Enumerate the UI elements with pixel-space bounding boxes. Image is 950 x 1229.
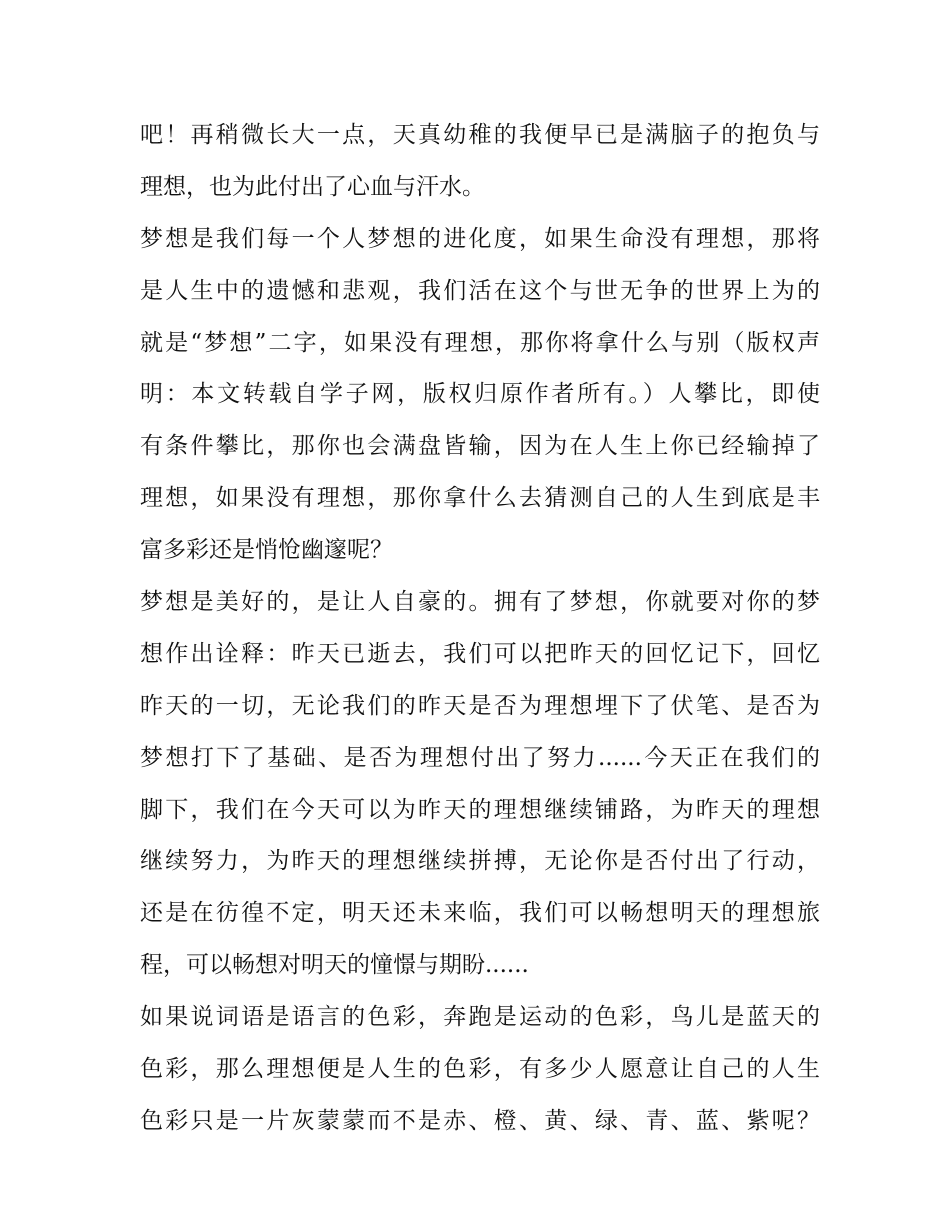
text-line: 吧！再稍微长大一点，天真幼稚的我便早已是满脑子的抱负与: [140, 122, 820, 148]
text-line: 色彩，那么理想便是人生的色彩，有多少人愿意让自己的人生: [140, 1056, 820, 1083]
article-body: [140, 110, 820, 1148]
text-line: 理想，也为此付出了心血与汗水。: [140, 173, 485, 200]
text-line: 昨天的一切，无论我们的昨天是否为理想埋下了伏笔、是否为: [140, 692, 820, 719]
text-line: 就是“梦想”二字，如果没有理想，那你将拿什么与别（版权声: [140, 329, 820, 356]
text-line: 富多彩还是悄怆幽邃呢？: [140, 537, 393, 564]
text-line: 是人生中的遗憾和悲观，我们活在这个与世无争的世界上为的: [140, 277, 820, 304]
text-line: 有条件攀比，那你也会满盘皆输，因为在人生上你已经输掉了: [140, 433, 820, 460]
text-line: 色彩只是一片灰蒙蒙而不是赤、橙、黄、绿、青、蓝、紫呢？: [140, 1107, 820, 1134]
text-line: 理想，如果没有理想，那你拿什么去猜测自己的人生到底是丰: [140, 485, 820, 512]
text-line: 继续努力，为昨天的理想继续拼搏，无论你是否付出了行动，: [140, 848, 820, 875]
text-line: 还是在彷徨不定，明天还未来临，我们可以畅想明天的理想旅: [140, 900, 820, 927]
text-line: 想作出诠释：昨天已逝去，我们可以把昨天的回忆记下，回忆: [140, 640, 820, 667]
text-line: 脚下，我们在今天可以为昨天的理想继续铺路，为昨天的理想: [140, 796, 820, 823]
text-line: 梦想是美好的，是让人自豪的。拥有了梦想，你就要对你的梦: [140, 589, 820, 616]
text-line: 梦想打下了基础、是否为理想付出了努力......今天正在我们的: [140, 744, 820, 771]
text-line: 如果说词语是语言的色彩，奔跑是运动的色彩，鸟儿是蓝天的: [140, 1004, 820, 1031]
text-line: 程，可以畅想对明天的憧憬与期盼......: [140, 952, 529, 979]
text-line: 梦想是我们每一个人梦想的进化度，如果生命没有理想，那将: [140, 225, 820, 252]
text-line: 明：本文转载自学子网，版权归原作者所有。）人攀比，即使: [140, 381, 820, 408]
